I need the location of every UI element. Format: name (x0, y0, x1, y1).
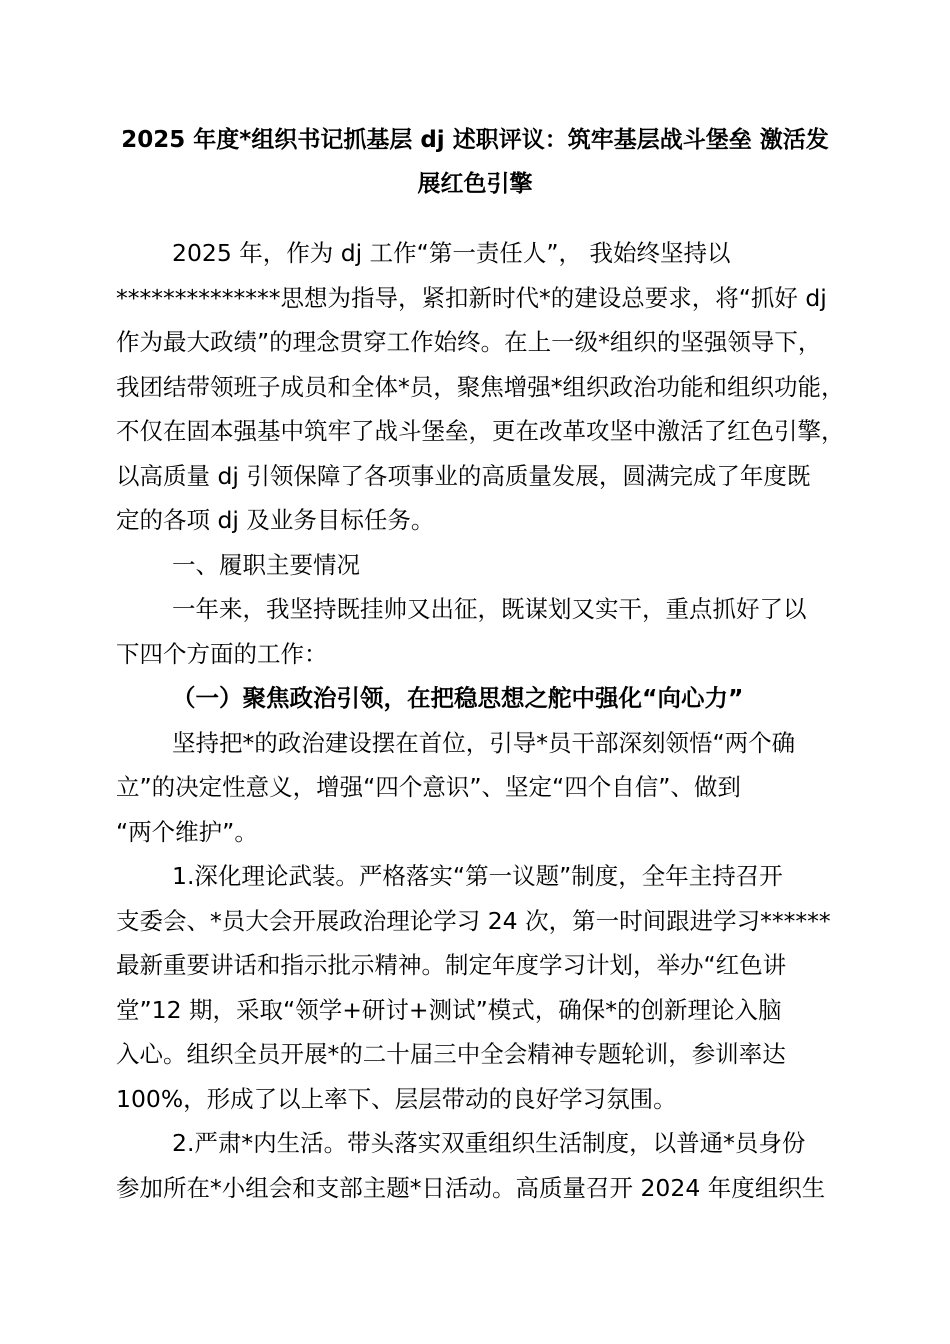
paragraph-line: 坚持把*的政治建设摆在首位，引导*员干部深刻领悟“两个确 (172, 729, 796, 757)
paragraph-line: 支委会、*员大会开展政治理论学习 24 次，第一时间跟进学习****** (116, 907, 831, 935)
paragraph-line: 入心。组织全员开展*的二十届三中全会精神专题轮训，参训率达 (116, 1040, 786, 1068)
paragraph-line: 定的各项 dj 及业务目标任务。 (116, 506, 435, 534)
paragraph-line: 作为最大政绩”的理念贯穿工作始终。在上一级*组织的坚强领导下， (116, 328, 822, 356)
document-title-line-2: 展红色引擎 (417, 171, 533, 197)
paragraph-line: 不仅在固本强基中筑牢了战斗堡垒，更在改革攻坚中激活了红色引擎， (116, 417, 845, 445)
paragraph-line: 2025 年，作为 dj 工作“第一责任人”， 我始终坚持以 (172, 239, 731, 267)
paragraph-line: 我团结带领班子成员和全体*员，聚焦增强*组织政治功能和组织功能， (116, 373, 845, 401)
paragraph-line: 100%，形成了以上率下、层层带动的良好学习氛围。 (116, 1085, 677, 1113)
paragraph-line: “两个维护”。 (116, 818, 258, 846)
paragraph-line: 下四个方面的工作： (116, 640, 328, 668)
paragraph-line: 一年来，我坚持既挂帅又出征，既谋划又实干，重点抓好了以 (172, 595, 807, 623)
paragraph-line: **************思想为指导，紧扣新时代*的建设总要求，将“抓好 dj (116, 284, 827, 312)
section-heading: 一、履职主要情况 (172, 551, 360, 579)
paragraph-line: 以高质量 dj 引领保障了各项事业的高质量发展，圆满完成了年度既 (116, 462, 811, 490)
paragraph-line: 堂”12 期，采取“领学+研讨+测试”模式，确保*的创新理论入脑 (116, 996, 782, 1024)
document-title-line-1: 2025 年度*组织书记抓基层 dj 述职评议：筑牢基层战斗堡垒 激活发 (121, 127, 829, 153)
paragraph-line: 立”的决定性意义，增强“四个意识”、坚定“四个自信”、做到 (116, 773, 741, 801)
paragraph-line: 1.深化理论武装。严格落实“第一议题”制度，全年主持召开 (172, 862, 783, 890)
paragraph-line: 2.严肃*内生活。带头落实双重组织生活制度，以普通*员身份 (172, 1129, 806, 1157)
paragraph-line: 最新重要讲话和指示批示精神。制定年度学习计划，举办“红色讲 (116, 951, 787, 979)
paragraph-line: 参加所在*小组会和支部主题*日活动。高质量召开 2024 年度组织生 (116, 1174, 826, 1202)
subsection-heading: （一）聚焦政治引领，在把稳思想之舵中强化“向心力” (172, 684, 744, 712)
